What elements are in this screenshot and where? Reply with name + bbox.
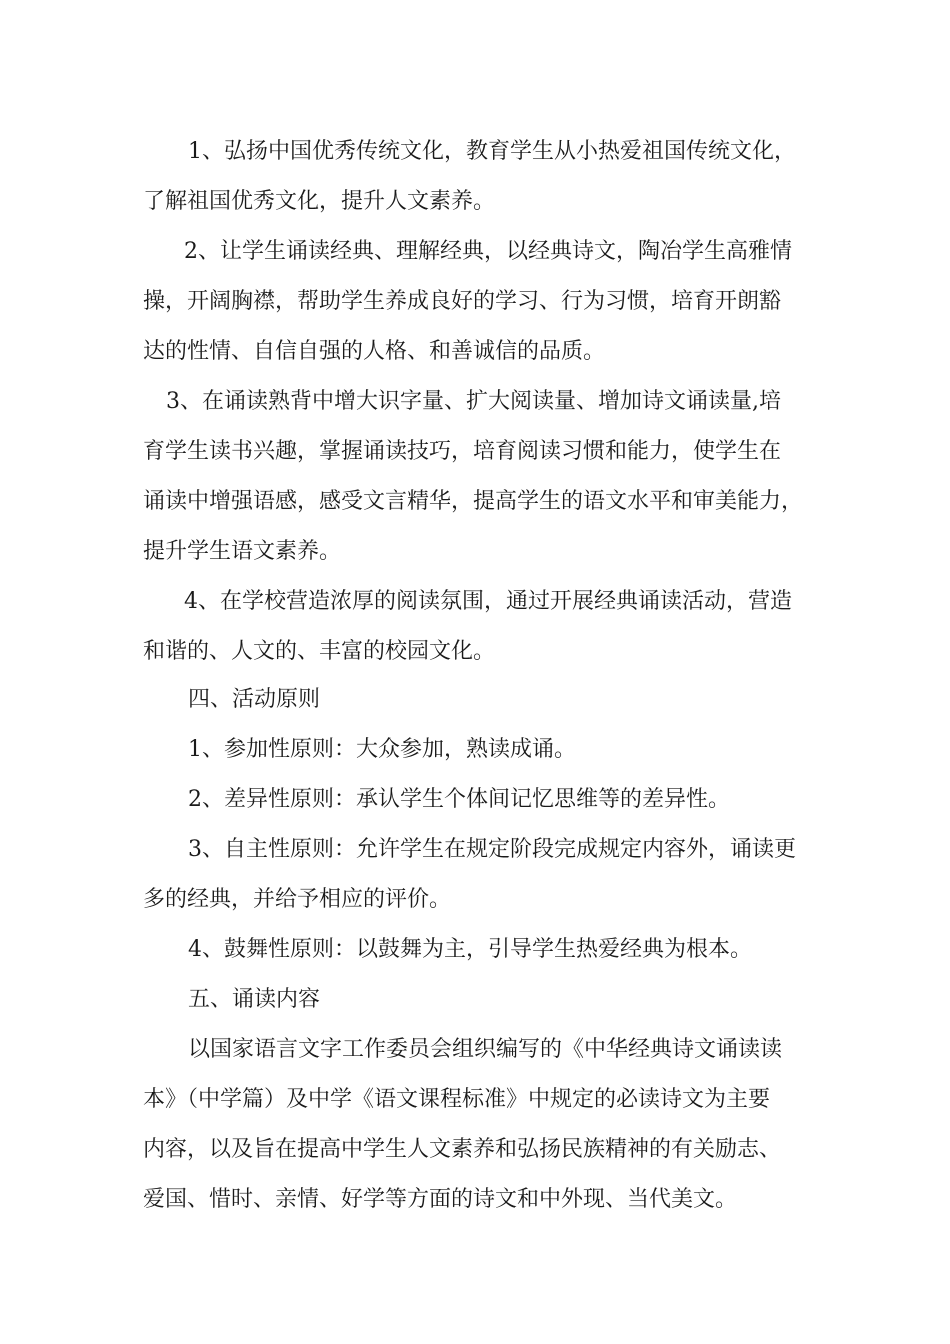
text-line: 3、在诵读熟背中增大识字量、扩大阅读量、增加诗文诵读量,培 (166, 389, 781, 414)
text-line: 爱国、惜时、亲情、好学等方面的诗文和中外现、当代美文。 (143, 1187, 738, 1212)
text-line: 2、让学生诵读经典、理解经典，以经典诗文，陶冶学生高雅情 (184, 239, 792, 264)
text-line: 4、鼓舞性原则：以鼓舞为主，引导学生热爱经典为根本。 (188, 937, 752, 962)
text-line: 诵读中增强语感，感受文言精华，提高学生的语文水平和审美能力， (143, 489, 804, 514)
section-heading: 四、活动原则 (188, 687, 321, 712)
text-line: 以国家语言文字工作委员会组织编写的《中华经典诗文诵读读 (188, 1037, 783, 1062)
text-line: 多的经典，并给予相应的评价。 (143, 887, 452, 912)
text-line: 了解祖国优秀文化，提升人文素养。 (143, 189, 496, 214)
text-line: 提升学生语文素养。 (143, 539, 342, 564)
text-line: 达的性情、自信自强的人格、和善诚信的品质。 (143, 339, 606, 364)
text-line: 4、在学校营造浓厚的阅读氛围，通过开展经典诵读活动，营造 (184, 589, 792, 614)
text-line: 育学生读书兴趣，掌握诵读技巧，培育阅读习惯和能力，使学生在 (143, 439, 782, 464)
text-line: 2、差异性原则：承认学生个体间记忆思维等的差异性。 (188, 787, 730, 812)
text-line: 1、参加性原则：大众参加，熟读成诵。 (188, 737, 576, 762)
text-line: 1、弘扬中国优秀传统文化，教育学生从小热爱祖国传统文化， (188, 139, 796, 164)
text-line: 本》（中学篇）及中学《语文课程标准》中规定的必读诗文为主要 (143, 1087, 771, 1112)
text-line: 操，开阔胸襟，帮助学生养成良好的学习、行为习惯，培育开朗豁 (143, 289, 782, 314)
text-line: 3、自主性原则：允许学生在规定阶段完成规定内容外，诵读更 (188, 837, 796, 862)
section-heading: 五、诵读内容 (188, 987, 321, 1012)
text-line: 和谐的、人文的、丰富的校园文化。 (143, 639, 496, 664)
text-line: 内容，以及旨在提高中学生人文素养和弘扬民族精神的有关励志、 (143, 1137, 782, 1162)
